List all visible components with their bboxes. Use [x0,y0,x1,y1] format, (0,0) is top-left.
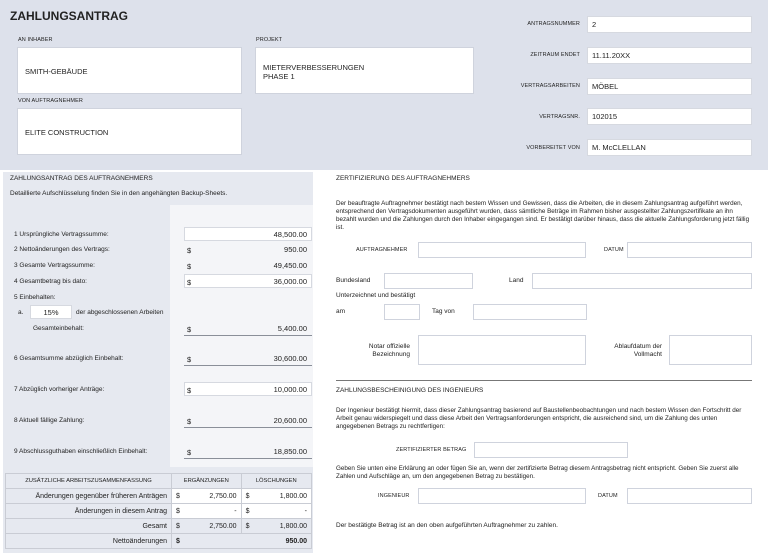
owner-value: SMITH-GEBÄUDE [25,67,88,76]
summary-net-value: 950.00 [186,534,312,549]
prepared-by-label: VORBEREITET VON [526,145,580,151]
left-subtext: Detaillierte Aufschlüsselung finden Sie in den angehängten Backup-Sheets. [10,190,228,197]
cert-contractor-field[interactable] [418,242,586,258]
summary-col-deletions: LÖSCHUNGEN [241,474,311,489]
row9-field [184,444,312,458]
row1-value: 48,500.00 [273,229,307,239]
project-label: PROJEKT [256,37,283,43]
row5a-suffix: der abgeschlossenen Arbeiten [76,309,164,316]
row6-label: 6 Gesamtsumme abzüglich Einbehalt: [14,355,124,362]
contract-work-label: VERTRAGSARBEITEN [520,83,580,89]
row4-currency: $ [187,278,192,287]
engineer-text2: Geben Sie unten eine Erklärung an oder fügen Sie an, wenn der zertifizierte Betrag diesem Antragsbetrag nicht entspricht. Geben Sie zuerst alle Zahlen und Aufschläge an, um den angegebenen Betrag zu bestätigen. [336,465,739,480]
row4-field[interactable] [184,274,312,288]
contract-work-value: MÖBEL [592,82,619,91]
row5b-label: Gesamteinbehalt: [33,325,84,332]
engineer-date-label: DATUM [598,493,618,499]
certified-amount-field[interactable] [474,442,628,458]
row8-label: 8 Aktuell fällige Zahlung: [14,417,85,424]
expiry-label-2: Vollmacht [633,351,662,358]
notary-field[interactable] [418,335,586,365]
certified-amount-label: ZERTIFIZIERTER BETRAG [396,447,467,453]
owner-field[interactable] [17,47,242,94]
application-number-field[interactable] [587,16,752,33]
cert-contractor-label: AUFTRAGNEHMER [356,247,408,253]
cert-day-label: Tag von [432,308,455,315]
row7-currency: $ [187,386,192,395]
row2-field [184,242,312,256]
project-value-line2: PHASE 1 [263,72,295,81]
page-title: ZAHLUNGSANTRAG [10,9,128,23]
cert-state-label: Bundesland [336,277,371,284]
summary-this-deletions[interactable]: - [255,504,311,519]
row2-value: 950.00 [284,244,307,254]
prepared-by-field[interactable] [587,139,752,156]
row6-currency: $ [187,355,192,364]
row1-label: 1 Ursprüngliche Vertragssumme: [14,231,109,238]
cert-date-field[interactable] [627,242,752,258]
engineer-date-field[interactable] [627,488,752,504]
engineer-text: Der Ingenieur bestätigt hiermit, dass dieser Zahlungsantrag basierend auf Baustellenbeobachtungen und nach bestem Wissen den Fortschritt der Arbeit genau widerspiegelt und dass diese Arbeit den Vertragsanforderungen entspricht, die ausreichend sind, um die Zahlung des unten angegebenen Betrags zu rechtfertigen: [336,407,742,430]
summary-header: ZUSÄTZLICHE ARBEITSZUSAMMENFASSUNG [6,474,172,489]
cert-heading: ZERTIFIZIERUNG DES AUFTRAGNEHMERS [336,175,470,182]
row7-value: 10,000.00 [273,384,307,394]
application-number-label: ANTRAGSNUMMER [527,21,580,27]
row3-currency: $ [187,262,192,271]
notary-label-1: Notar offizielle [368,343,410,350]
period-end-field[interactable] [587,47,752,64]
summary-this-additions[interactable]: - [186,504,242,519]
cert-on-label: am [336,308,346,315]
engineer-footer: Der bestätigte Betrag ist an den oben aufgeführten Auftragnehmer zu zahlen. [336,522,558,529]
row5a-prefix: a. [18,309,24,316]
notary-label-2: Bezeichnung [372,351,410,358]
project-value-line1: MIETERVERBESSERUNGEN [263,63,365,72]
row9-value: 18,850.00 [273,446,307,456]
additional-work-summary-table [5,473,312,549]
cert-country-label: Land [509,277,524,284]
application-number-value: 2 [592,20,597,29]
row1-field[interactable] [184,227,312,241]
row7-label: 7 Abzüglich vorheriger Anträge: [14,386,105,393]
contract-number-label: VERTRAGSNR. [539,114,580,120]
row5-label: 5 Einbehalten: [14,294,56,301]
row8-currency: $ [187,417,192,426]
cert-text: Der beauftragte Auftragnehmer bestätigt nach bestem Wissen und Gewissen, dass die Arbeiten, die in diesem Zahlungsantrag aufgeführt werden, entsprechend den Vertragsdokumenten ausgeführt wurden, dass sämtliche Beträge im Rahmen bisher ausgestellter Zahlungszertifikate an ihn bezahlt wurden und die Zahlungen durch den Inhaber eingegangen sind. Er bestätigt darüber hinaus, dass die aktuelle Zahlungsforderung jetzt fällig ist. [336,200,750,231]
row9-label: 9 Abschlussguthaben einschließlich Einbehalt: [14,448,148,455]
summary-row: Änderungen in diesem Antrag $ - $ - [6,504,312,519]
summary-total-deletions: 1,800.00 [255,519,311,534]
summary-prev-deletions[interactable]: 1,800.00 [255,489,311,504]
row2-currency: $ [187,246,192,255]
row8-field [184,413,312,427]
cert-day-field[interactable] [384,304,420,320]
row3-label: 3 Gesamte Vertragssumme: [14,262,95,269]
row4-value: 36,000.00 [273,276,307,286]
row5b-field [184,321,312,335]
summary-prev-additions[interactable]: 2,750.00 [186,489,242,504]
owner-label: AN INHABER [18,37,53,43]
cert-signed-label: Unterzeichnet und bestätigt [336,292,416,299]
contract-number-field[interactable] [587,108,752,125]
prepared-by-value: M. McCLELLAN [592,143,646,152]
summary-row: Änderungen gegenüber früheren Anträgen $ 2,750.00 $ 1,800.00 [6,489,312,504]
project-field[interactable] [255,47,474,94]
row2-label: 2 Nettoänderungen des Vertrags: [14,246,110,253]
contract-number-value: 102015 [592,112,618,121]
summary-net-row: Nettoänderungen $ 950.00 [6,534,312,549]
engineer-heading: ZAHLUNGSBESCHEINIGUNG DES INGENIEURS [336,387,484,394]
row7-field[interactable] [184,382,312,396]
left-heading: ZAHLUNGSANTRAG DES AUFTRAGNEHMERS [10,175,153,182]
cert-country-field[interactable] [532,273,752,289]
contractor-field[interactable] [17,108,242,155]
row6-value: 30,600.00 [273,353,307,363]
summary-total-additions: 2,750.00 [186,519,242,534]
row6-field [184,351,312,365]
summary-col-additions: ERGÄNZUNGEN [172,474,242,489]
expiry-label-1: Ablaufdatum der [614,343,662,350]
cert-date-label: DATUM [604,247,624,253]
expiry-field[interactable] [669,335,752,365]
row5b-currency: $ [187,325,192,334]
retainage-percent-field[interactable] [30,305,72,319]
row3-field [184,258,312,272]
cert-month-field[interactable] [473,304,587,320]
engineer-sign-label: INGENIEUR [378,493,410,499]
row5b-value: 5,400.00 [277,323,307,333]
row9-currency: $ [187,448,192,457]
contractor-value: ELITE CONSTRUCTION [25,128,109,137]
row8-value: 20,600.00 [273,415,307,425]
retainage-percent-value: 15% [43,307,59,317]
cert-state-field[interactable] [384,273,473,289]
contractor-label: VON AUFTRAGNEHMER [18,98,83,104]
contract-work-field[interactable] [587,78,752,95]
engineer-sign-field[interactable] [418,488,586,504]
period-end-value: 11.11.20XX [592,51,631,60]
summary-row: Gesamt $ 2,750.00 $ 1,800.00 [6,519,312,534]
row3-value: 49,450.00 [273,260,307,270]
row4-label: 4 Gesamtbetrag bis dato: [14,278,87,285]
period-end-label: ZEITRAUM ENDET [530,52,580,58]
